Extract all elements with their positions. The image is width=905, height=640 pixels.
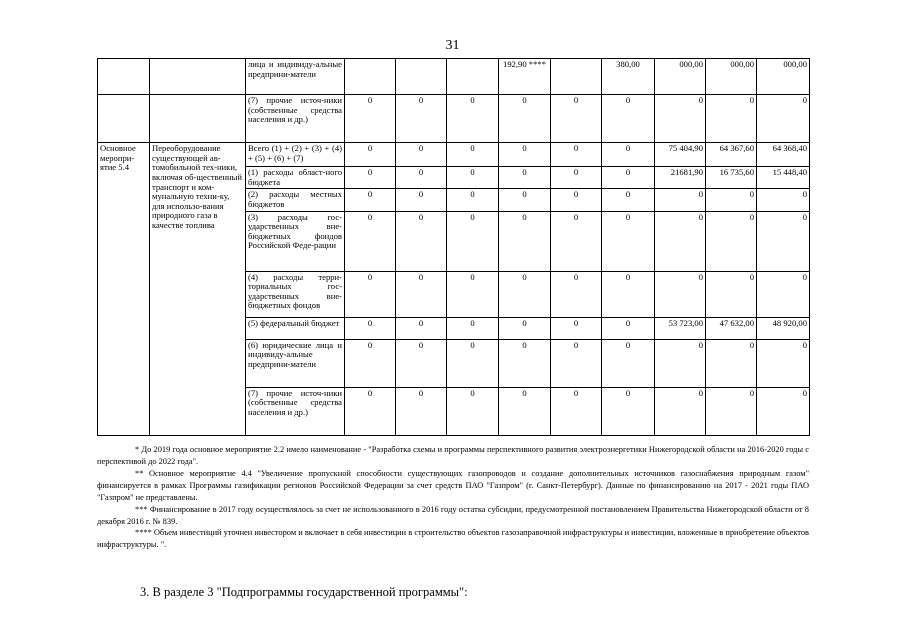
- value-cell: 0: [447, 211, 499, 271]
- value-cell: 0: [499, 167, 551, 189]
- value-cell: 0: [499, 271, 551, 317]
- value-cell: 0: [655, 211, 706, 271]
- footnote-1: * До 2019 года основное мероприятие 2.2 имело наименование - "Разработка схемы и программы перспективного развития электроэнергетики Нижегородской области на 2016-2020 годы с перспективой до 2022 года".: [97, 445, 809, 466]
- section-heading: 3. В разделе 3 "Подпрограммы государственной программы":: [140, 585, 468, 599]
- value-cell: 0: [602, 339, 655, 387]
- value-cell: 0: [396, 339, 447, 387]
- value-cell: 0: [655, 339, 706, 387]
- value-cell: 0: [345, 189, 396, 211]
- value-cell: 0: [499, 211, 551, 271]
- value-cell: 0: [602, 271, 655, 317]
- value-cell: 0: [396, 317, 447, 339]
- value-cell: 000,00: [757, 59, 810, 95]
- value-cell: 0: [447, 167, 499, 189]
- value-cell: 64 368,40: [757, 143, 810, 167]
- value-cell: 0: [551, 211, 602, 271]
- value-cell: 0: [499, 339, 551, 387]
- value-cell: 0: [757, 271, 810, 317]
- value-cell: 0: [706, 271, 757, 317]
- value-cell: 0: [602, 95, 655, 143]
- value-cell: 000,00: [655, 59, 706, 95]
- value-cell: 0: [757, 189, 810, 211]
- funding-source: (5) федеральный бюджет: [246, 317, 345, 339]
- footnote-2: ** Основное мероприятие 4.4 "Увеличение пропускной способности существующих газопроводов и создание дополнительных источников газоснабжения природным газом" финансируется в рамках Программы газификации регионов Российской Федерации за счет средств ПАО "Газпром" (г. Санкт-Петербург). Данные по финансированию на 2017 - 2021 годы ПАО "Газпром" не представлены.: [97, 468, 809, 502]
- value-cell: [551, 59, 602, 95]
- value-cell: 0: [551, 143, 602, 167]
- value-cell: 48 920,00: [757, 317, 810, 339]
- value-cell: 0: [396, 167, 447, 189]
- value-cell: 0: [655, 189, 706, 211]
- value-cell: 0: [499, 95, 551, 143]
- value-cell: [345, 59, 396, 95]
- value-cell: 0: [345, 271, 396, 317]
- value-cell: 0: [396, 95, 447, 143]
- value-cell: 0: [345, 167, 396, 189]
- funding-source: Всего (1) + (2) + (3) + (4) + (5) + (6) + (7): [246, 143, 345, 167]
- value-cell: 0: [602, 317, 655, 339]
- value-cell: 0: [499, 317, 551, 339]
- funding-source: (3) расходы гос-ударственных вне-бюджетных фондов Российской Феде-рации: [246, 211, 345, 271]
- value-cell: 0: [447, 317, 499, 339]
- value-cell: 0: [757, 95, 810, 143]
- page-number: 31: [445, 38, 460, 53]
- value-cell: 0: [447, 271, 499, 317]
- value-cell: 0: [396, 211, 447, 271]
- funding-source: (7) прочие источ-ники (собственные средства населения и др.): [246, 387, 345, 435]
- value-cell: 0: [345, 339, 396, 387]
- value-cell: 0: [396, 189, 447, 211]
- funding-source: (2) расходы местных бюджетов: [246, 189, 345, 211]
- value-cell: 0: [396, 271, 447, 317]
- value-cell: 0: [602, 211, 655, 271]
- value-cell: 0: [345, 95, 396, 143]
- value-cell: 0: [706, 95, 757, 143]
- value-cell: 0: [447, 339, 499, 387]
- value-cell: 0: [396, 143, 447, 167]
- value-cell: 0: [602, 387, 655, 435]
- table-row: [98, 95, 810, 143]
- measure-code: Основное меропри-ятие 5.4: [98, 143, 150, 436]
- value-cell: [447, 59, 499, 95]
- value-cell: 0: [757, 339, 810, 387]
- value-cell: 21681,90: [655, 167, 706, 189]
- footnote-4: **** Объем инвестиций уточнен инвестором и включает в себя инвестиции в строительство объектов газозаправочной инфраструктуры и инвестиции, вложенные в приобретение объектов инфраструктуры. ".: [97, 528, 809, 550]
- value-cell: 0: [447, 189, 499, 211]
- value-cell: 0: [499, 143, 551, 167]
- value-cell: 16 735,60: [706, 167, 757, 189]
- measure-name: Переоборудование существующей ав-томобильной тех-ники, включая об-щественный транспорт и ком-мунальную техни-ку, для использо-вания природного газа в качестве топлива: [150, 143, 246, 436]
- value-cell: 0: [447, 143, 499, 167]
- value-cell: 0: [551, 189, 602, 211]
- value-cell: 15 448,40: [757, 167, 810, 189]
- value-cell: 0: [551, 387, 602, 435]
- value-cell: 0: [499, 387, 551, 435]
- value-cell: 53 723,00: [655, 317, 706, 339]
- value-cell: 0: [602, 143, 655, 167]
- value-cell: 0: [396, 387, 447, 435]
- value-cell: 0: [706, 211, 757, 271]
- value-cell: 0: [551, 317, 602, 339]
- footnote-3: *** Финансирование в 2017 году осуществлялось за счет не использованного в 2016 году остатка субсидии, предусмотренной постановлением Правительства Нижегородской области от 8 декабря 2016 г. № 839.: [97, 504, 809, 526]
- funding-source: (7) прочие источ-ники (собственные средства населения и др.): [246, 95, 345, 143]
- value-cell: 0: [551, 339, 602, 387]
- value-cell: 380,00: [602, 59, 655, 95]
- table-row: [98, 59, 810, 95]
- measure-code-cell: [98, 95, 150, 143]
- value-cell: 0: [757, 211, 810, 271]
- funding-source: (4) расходы терри-ториальных гос-ударственных вне-бюджетных фондов: [246, 271, 345, 317]
- value-cell: 0: [602, 189, 655, 211]
- value-cell: 0: [655, 271, 706, 317]
- value-cell: 0: [706, 339, 757, 387]
- value-cell: 0: [447, 387, 499, 435]
- funding-source: лица и индивиду-альные предприни-матели: [246, 59, 345, 95]
- value-cell: 0: [757, 387, 810, 435]
- table-row: [98, 143, 810, 167]
- value-cell: 0: [706, 189, 757, 211]
- financing-table: [97, 58, 810, 436]
- value-cell: 0: [551, 167, 602, 189]
- value-cell: 0: [602, 167, 655, 189]
- value-cell: 75 404,90: [655, 143, 706, 167]
- value-cell: 0: [345, 211, 396, 271]
- value-cell: 0: [345, 143, 396, 167]
- measure-name-cell: [150, 95, 246, 143]
- measure-name-cell: [150, 59, 246, 95]
- value-cell: 0: [499, 189, 551, 211]
- measure-code-cell: [98, 59, 150, 95]
- value-cell: 47 632,00: [706, 317, 757, 339]
- value-cell: 0: [706, 387, 757, 435]
- value-cell: 0: [345, 317, 396, 339]
- value-cell: 192,90 ****: [499, 59, 551, 95]
- value-cell: 000,00: [706, 59, 757, 95]
- value-cell: 0: [655, 387, 706, 435]
- value-cell: 0: [551, 95, 602, 143]
- funding-source: (1) расходы област-ного бюджета: [246, 167, 345, 189]
- funding-source: (6) юридические лица и индивиду-альные предприни-матели: [246, 339, 345, 387]
- value-cell: 0: [345, 387, 396, 435]
- value-cell: 0: [447, 95, 499, 143]
- value-cell: [396, 59, 447, 95]
- footnotes: [97, 444, 809, 551]
- value-cell: 0: [551, 271, 602, 317]
- value-cell: 64 367,60: [706, 143, 757, 167]
- value-cell: 0: [655, 95, 706, 143]
